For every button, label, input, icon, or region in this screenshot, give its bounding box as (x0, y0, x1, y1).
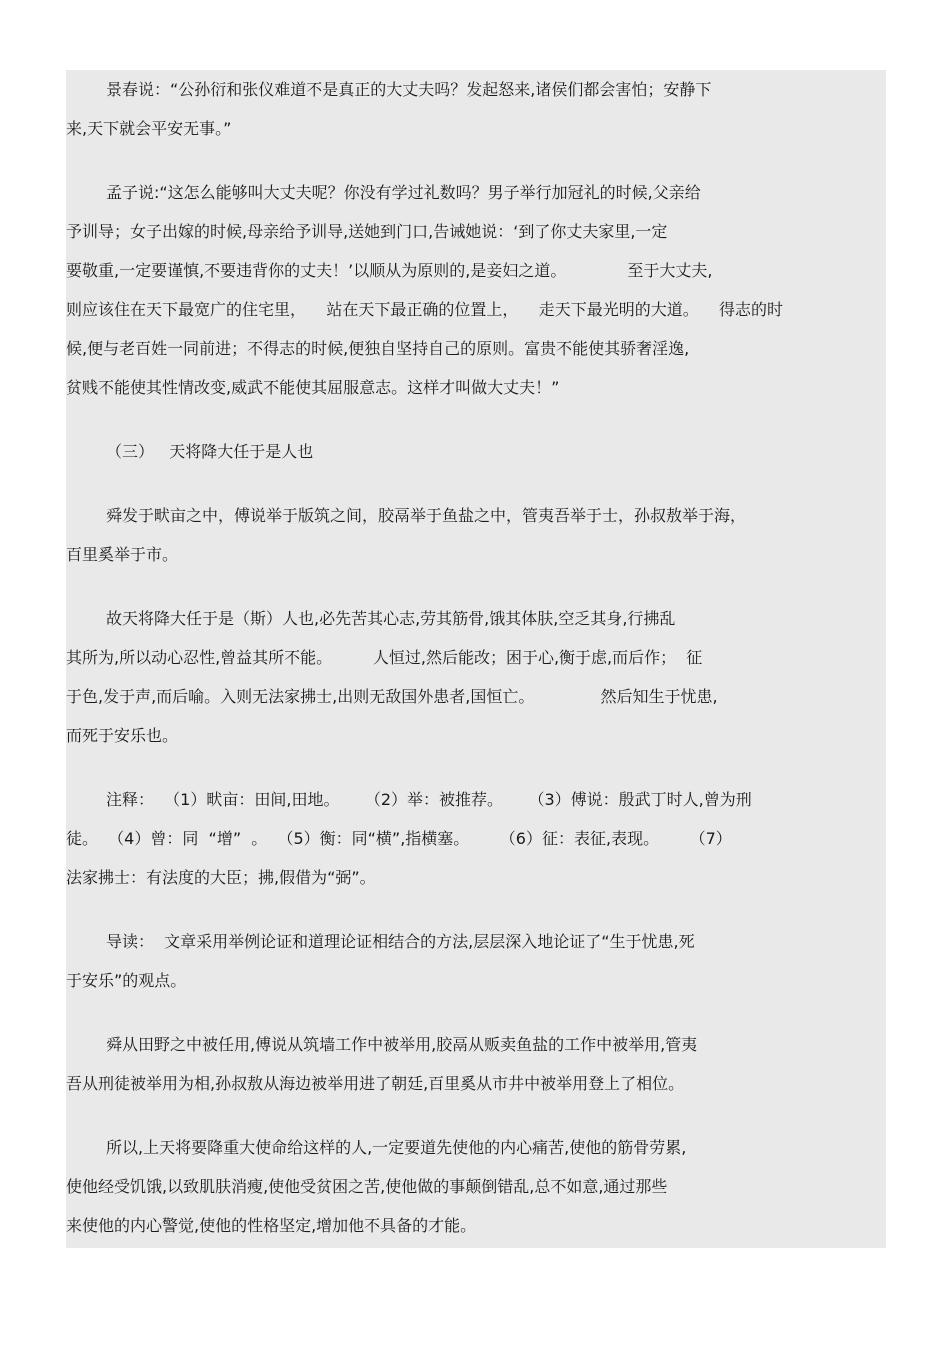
text-line: 舜从田野之中被任用,傅说从筑墙工作中被举用,胶鬲从贩卖鱼盐的工作中被举用,管夷 (106, 1035, 698, 1054)
section-heading (66, 432, 886, 471)
text-line: 则应该住在天下最宽广的住宅里， 站在天下最正确的位置上， 走天下最光明的大道。 得志的时 (66, 300, 784, 319)
text-line: 使他经受饥饿,以致肌肤消瘦,使他受贫困之苦,使他做的事颠倒错乱,总不如意,通过那些 (66, 1177, 668, 1196)
text-line: 予训导；女子出嫁的时候,母亲给予训导,送她到门口,告诫她说：‘到了你丈夫家里,一定 (66, 222, 668, 241)
document-body (66, 70, 886, 1245)
paragraph-guide (66, 922, 886, 1000)
paragraph-classical-text (66, 496, 886, 574)
text-line: 徒。 （4）曾：同 “增” 。 （5）衡：同“横”,指横塞。 （6）征：表征,表现。 （7） (66, 829, 732, 848)
text-line: 百里奚举于市。 (66, 545, 179, 564)
section-title: （三） 天将降大任于是人也 (106, 442, 314, 461)
text-line: 贫贱不能使其性情改变,威武不能使其屈服意志。这样才叫做大丈夫！” (66, 378, 560, 397)
paragraph-jingchun (66, 70, 886, 148)
paragraph-mengzi (66, 173, 886, 407)
text-line: 要敬重,一定要谨慎,不要违背你的丈夫！’以顺从为原则的,是妾妇之道。 至于大丈夫, (66, 261, 713, 280)
text-line: 来使他的内心警觉,使他的性格坚定,增加他不具备的才能。 (66, 1216, 477, 1235)
text-line: 舜发于畎亩之中，傅说举于版筑之间，胶鬲举于鱼盐之中，管夷吾举于士，孙叔敖举于海， (106, 506, 747, 525)
text-line: 孟子说:“这怎么能够叫大丈夫呢？你没有学过礼数吗？男子举行加冠礼的时候,父亲给 (106, 183, 701, 202)
text-line: 景春说：“公孙衍和张仪难道不是真正的大丈夫吗？发起怒来,诸侯们都会害怕；安静下 (106, 80, 712, 99)
text-line: 候,便与老百姓一同前进；不得志的时候,便独自坚持自己的原则。富贵不能使其骄奢淫逸, (66, 339, 690, 358)
paragraph-annotations (66, 780, 886, 897)
text-line: 导读： 文章采用举例论证和道理论证相结合的方法,层层深入地论证了“生于忧患,死 (106, 932, 695, 951)
text-line: 注释： （1）畎亩：田间,田地。 （2）举：被推荐。 （3）傅说：殷武丁时人,曾为刑 (106, 790, 752, 809)
paragraph-translation-1 (66, 1025, 886, 1103)
text-line: 来,天下就会平安无事。” (66, 119, 232, 138)
text-line: 法家拂士：有法度的大臣；拂,假借为“弼”。 (66, 868, 376, 887)
paragraph-translation-2 (66, 1128, 886, 1245)
paragraph-classical-text-2 (66, 599, 886, 755)
text-line: 故天将降大任于是（斯）人也,必先苦其心志,劳其筋骨,饿其体肤,空乏其身,行拂乱 (106, 609, 676, 628)
text-line: 其所为,所以动心忍性,曾益其所不能。 人恒过,然后能改；困于心,衡于虑,而后作； 征 (66, 648, 703, 667)
text-line: 吾从刑徒被举用为相,孙叔敖从海边被举用进了朝廷,百里奚从市井中被举用登上了相位。 (66, 1074, 685, 1093)
text-line: 而死于安乐也。 (66, 726, 179, 745)
text-line: 于安乐”的观点。 (66, 971, 187, 990)
text-line: 于色,发于声,而后喻。入则无法家拂士,出则无敌国外患者,国恒亡。 然后知生于忧患, (66, 687, 718, 706)
text-line: 所以,上天将要降重大使命给这样的人,一定要道先使他的内心痛苦,使他的筋骨劳累, (106, 1138, 687, 1157)
